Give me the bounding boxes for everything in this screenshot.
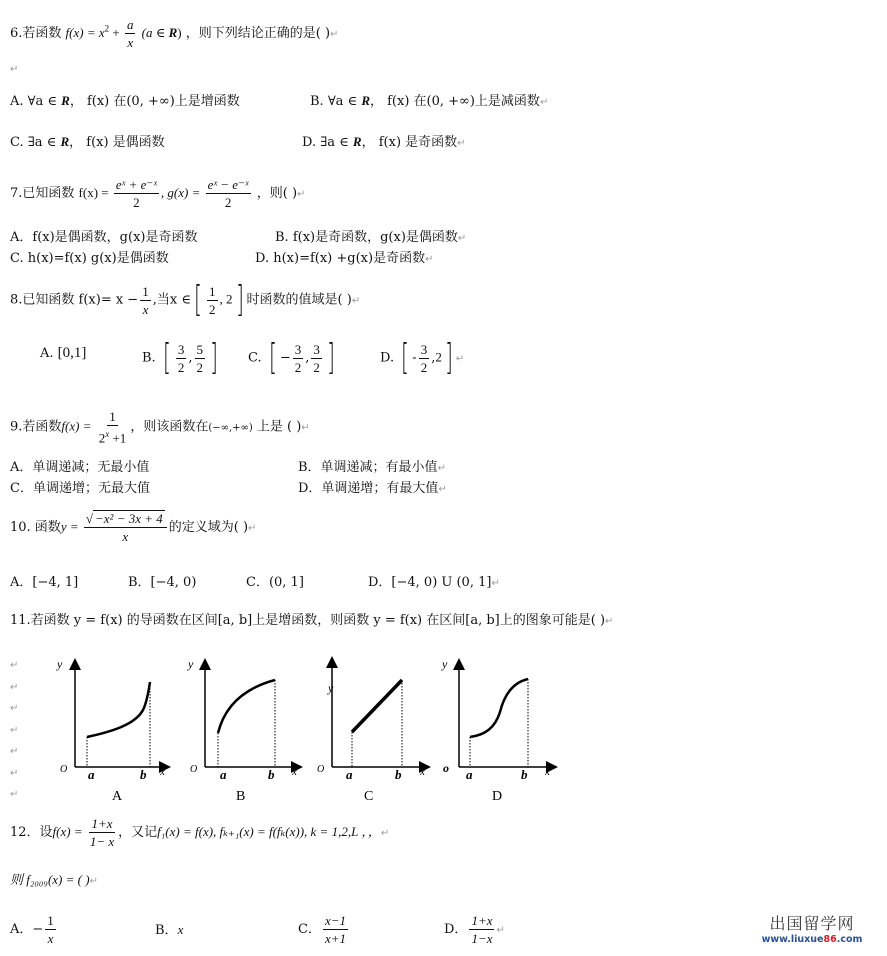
question-7-stem <box>10 176 305 211</box>
q8-suffix: 时函数的值域是( ) <box>246 292 352 308</box>
paragraph-mark-icon: ↵ <box>496 925 505 936</box>
svg-text:y: y <box>57 657 63 671</box>
q6-frac-den: x <box>127 35 134 50</box>
q8-option-a-label: A. <box>40 346 54 361</box>
q7-option-c[interactable]: C. h(x)=f(x) g(x)是偶函数 <box>10 251 169 266</box>
q8-b-frac-a <box>176 341 187 376</box>
paragraph-mark-icon: ↵ <box>330 29 339 40</box>
minus-sign: − <box>279 350 291 366</box>
q8-c-frac-a <box>293 341 304 376</box>
q7-suffix: ，则( ) <box>256 186 298 201</box>
svg-text:a: a <box>466 767 473 782</box>
q8-d-b: 2 <box>435 349 442 365</box>
paragraph-mark-icon: ↵ <box>539 97 549 108</box>
q8-option-b[interactable]: B. [ $\frac{3}{2}$ , $\frac{5}{2}$ ] <box>142 337 218 378</box>
q6-option-c-label: C. ∃a ∈ <box>10 135 61 150</box>
q6-domain-R: R <box>168 25 178 40</box>
frac-den: 2 <box>177 359 185 375</box>
q8-int-den: 2 <box>209 301 216 317</box>
frac-den: x <box>47 931 54 946</box>
q8-frac-den: x <box>142 301 149 317</box>
left-bracket: [ <box>162 337 171 378</box>
paragraph-mark-icon: ↵ <box>380 828 390 839</box>
q6-option-d-label: D. ∃a ∈ <box>302 135 353 150</box>
graph-b[interactable] <box>187 657 297 804</box>
q7-f-den: 2 <box>133 195 140 210</box>
svg-text:x: x <box>545 766 550 778</box>
q6-option-d[interactable] <box>302 134 466 152</box>
frac-den: 2 <box>294 359 302 375</box>
q8-option-c[interactable]: C. [ − $\frac{3}{2}$ , $\frac{3}{2}$ ] <box>248 337 335 378</box>
q6-option-b-R: R <box>361 93 370 108</box>
q8-d-frac-a <box>419 341 430 376</box>
q8-option-d[interactable]: D. [ - $\frac{3}{2}$ ,2] ↵ <box>380 337 465 378</box>
right-bracket: ] <box>235 279 244 320</box>
q8-frac-num: 1 <box>142 283 149 299</box>
graph-a[interactable] <box>56 657 165 804</box>
q8-option-a-value: [0,1] <box>57 345 87 361</box>
q12-option-d[interactable] <box>444 912 505 947</box>
q9-fraction <box>97 408 129 446</box>
url-part: .com <box>836 934 863 945</box>
left-bracket: [ <box>401 337 410 378</box>
q10-option-d[interactable] <box>368 575 500 592</box>
svg-text:x: x <box>160 766 165 778</box>
frac-num: x−1 <box>324 913 346 928</box>
q12-option-c[interactable] <box>298 912 350 947</box>
question-8-stem <box>10 279 361 320</box>
q8-int-num: 1 <box>209 283 216 299</box>
q12-option-c-label: C． <box>298 922 321 937</box>
q6-domain-close: ) <box>177 25 182 40</box>
q6-option-c-text: ， f(x) 是偶函数 <box>69 135 165 150</box>
q6-option-b-text: ， f(x) 在(0, +∞)上是减函数 <box>369 94 540 109</box>
q9-option-b-text: B．单调递减；有最小值 <box>298 460 438 475</box>
paragraph-mark-icon: ↵ <box>89 876 98 887</box>
q6-option-a-R: R <box>61 93 70 108</box>
q8-mid: ,当x ∈ <box>152 292 191 308</box>
q9-interval: (−∞,+∞) <box>208 422 253 434</box>
paragraph-mark-icon: ↵ <box>351 295 361 307</box>
svg-text:y: y <box>442 657 448 671</box>
graph-c[interactable] <box>317 662 425 804</box>
paragraph-mark-icon: ↵ <box>605 616 614 627</box>
q8-option-a[interactable] <box>40 345 86 362</box>
q12-mid: ，又记 <box>118 825 158 840</box>
q12-lhs: f(x) = <box>52 824 86 839</box>
q7-option-d-text: D. h(x)=f(x) +g(x)是奇函数 <box>255 251 426 266</box>
svg-text:a: a <box>88 767 95 782</box>
q11-text: 11.若函数 y = f(x) 的导函数在区间[a, b]上是增函数，则函数 y = f(x) 在区间[a, b]上的图象可能是( ) <box>10 613 606 628</box>
url-part: www.liuxue <box>761 934 824 945</box>
minus-sign: - <box>412 350 417 366</box>
q9-frac-num: 1 <box>109 409 116 424</box>
q6-formula: f(x) = x <box>65 25 105 40</box>
paragraph-mark-icon: ↵ <box>10 64 19 75</box>
q6-prefix: 6.若函数 <box>10 26 62 41</box>
svg-text:A: A <box>112 789 123 804</box>
minus-sign: − <box>32 922 44 937</box>
watermark-url <box>752 934 872 945</box>
q9-mid: ，则该函数在 <box>130 419 209 435</box>
paragraph-mark-icon: ↵ <box>425 254 434 265</box>
q6-option-d-R: R <box>352 134 362 149</box>
q9-suffix: 上是 ( ) <box>252 419 302 435</box>
frac-num: 1 <box>47 913 54 928</box>
q12-option-b-label: B． <box>155 923 178 938</box>
frac-num: 1+x <box>471 913 493 928</box>
q10-lhs: y = <box>60 519 82 534</box>
q8-option-d-label: D. <box>380 350 395 366</box>
q6-option-a-text: ， f(x) 在(0, +∞)上是增函数 <box>69 94 240 109</box>
q6-option-c-R: R <box>60 134 70 149</box>
frac-num: 3 <box>294 341 302 357</box>
paragraph-mark-icon: ↵ <box>248 523 257 534</box>
q6-suffix: ，则下列结论正确的是( ) <box>185 26 331 41</box>
q6-option-d-text: ， f(x) 是奇函数 <box>361 135 458 150</box>
svg-text:b: b <box>140 767 147 782</box>
watermark-logo <box>752 911 872 945</box>
frac-den: 2 <box>313 359 320 375</box>
svg-text:b: b <box>395 767 402 782</box>
q12-c-fraction <box>323 912 348 947</box>
q7-f-num: eˣ + e⁻ˣ <box>115 177 157 192</box>
frac-den: 1−x <box>471 931 493 946</box>
q12-frac-num: 1+x <box>91 816 113 831</box>
frac-num: 3 <box>420 341 428 357</box>
q10-suffix: 的定义域为( ) <box>168 520 249 535</box>
q8-option-b-label: B. <box>142 350 156 366</box>
q12-option-a-label: A． <box>10 922 33 937</box>
q7-g-den: 2 <box>224 195 232 210</box>
q6-option-a[interactable] <box>10 93 240 110</box>
frac-den: x+1 <box>324 931 346 946</box>
right-bracket: ] <box>210 337 218 378</box>
question-10-stem <box>10 510 256 545</box>
svg-text:o: o <box>443 761 449 775</box>
q10-option-c[interactable]: C．(0, 1] <box>246 575 304 590</box>
q12-option-b-value: x <box>177 922 184 937</box>
q8-int-fraction <box>207 283 218 318</box>
q12-option-b[interactable] <box>155 922 183 939</box>
svg-text:O: O <box>190 764 198 775</box>
q7-f-fraction <box>114 176 159 211</box>
q12-frac-den: 1− x <box>89 834 115 849</box>
q7-g-num: eˣ − e⁻ˣ <box>207 177 249 192</box>
q7-g-fraction <box>206 176 251 211</box>
q8-option-c-label: C. <box>248 350 262 366</box>
q9-lhs: f(x) = <box>61 418 95 434</box>
q10-sqrt-body: −x² − 3x + 4 <box>95 511 163 526</box>
watermark-title: 出国留学网 <box>769 914 855 933</box>
svg-text:a: a <box>220 767 227 782</box>
svg-text:b: b <box>521 767 528 782</box>
frac-num: 3 <box>313 341 320 357</box>
left-bracket: [ <box>194 279 202 320</box>
q9-option-c[interactable]: C．单调递增；无最大值 <box>10 481 150 496</box>
q7-option-b-text: B. f(x)是奇函数，g(x)是偶函数 <box>275 230 458 245</box>
q7-option-b[interactable] <box>275 230 466 247</box>
q10-option-d-text: D．[−4, 0) U (0, 1] <box>368 575 492 590</box>
q12-line2-text: 则 f₂₀₀₉(x) = ( ) <box>10 872 90 887</box>
question-11-stem <box>10 613 613 630</box>
svg-text:y: y <box>328 681 334 695</box>
q12-prefix: 12．设 <box>10 825 53 840</box>
q8-fraction <box>140 283 151 318</box>
q7-g-lhs: , g(x) = <box>160 185 204 200</box>
frac-den: 2 <box>196 359 204 375</box>
q9-den-exp: x <box>105 429 110 439</box>
q6-fraction <box>125 16 136 51</box>
frac-num: 3 <box>177 341 185 357</box>
q6-domain: (a ∈ <box>141 25 169 40</box>
svg-text:O: O <box>60 764 68 775</box>
svg-text:b: b <box>268 767 275 782</box>
q9-den-base: 2 <box>98 430 106 446</box>
q9-option-d[interactable] <box>298 481 447 498</box>
q9-option-b[interactable] <box>298 460 446 477</box>
question-9-stem <box>10 408 310 446</box>
paragraph-mark-icon: ↵ <box>297 189 306 200</box>
q12-option-a[interactable] <box>10 912 58 947</box>
paragraph-mark-icon: ↵ <box>438 484 447 495</box>
paragraph-mark-icon: ↵ <box>457 138 466 149</box>
q10-option-a[interactable]: A．[−4, 1] <box>10 575 79 590</box>
paragraph-mark-icon: ↵ <box>457 233 467 244</box>
question-12-stem <box>10 815 389 850</box>
q6-frac-num: a <box>126 17 134 32</box>
q10-prefix: 10. 函数 <box>10 520 61 535</box>
svg-text:y: y <box>188 657 194 671</box>
q8-b-frac-b <box>195 341 206 376</box>
right-bracket: ] <box>327 337 335 378</box>
q9-option-a[interactable]: A．单调递减；无最小值 <box>10 460 150 475</box>
svg-text:x: x <box>420 766 425 778</box>
url-part: 86 <box>823 934 837 945</box>
q6-option-a-label: A. ∀a ∈ <box>10 94 62 109</box>
svg-text:B: B <box>236 789 246 804</box>
q7-f-lhs: f(x) = <box>78 185 112 200</box>
q6-option-b[interactable] <box>310 93 548 111</box>
q8-c-frac-b <box>311 341 322 376</box>
paragraph-mark-icon: ↵ <box>455 353 465 365</box>
q6-option-c[interactable] <box>10 134 165 151</box>
q7-prefix: 7.已知函数 <box>10 186 75 201</box>
svg-text:O: O <box>317 764 325 775</box>
q9-den-rest: +1 <box>109 430 127 446</box>
q8-prefix: 8.已知函数 f(x)= x − <box>10 292 139 308</box>
q12-a-fraction <box>45 912 56 947</box>
q11-graphs <box>0 640 600 810</box>
svg-text:x: x <box>292 766 297 778</box>
q6-plus: + <box>109 25 123 40</box>
q8-int-right: , 2 <box>219 291 233 307</box>
left-bracket: [ <box>268 337 277 378</box>
frac-den: 2 <box>420 359 428 375</box>
q10-fraction: $\frac{\text{√ −x² − 3x + 4}}{x}$ <box>84 510 167 545</box>
svg-text:D: D <box>492 789 503 804</box>
paragraph-mark-icon: ↵ <box>301 422 310 434</box>
paragraph-mark-icon: ↵ <box>491 578 500 589</box>
right-bracket: ] <box>444 337 453 378</box>
frac-num: 5 <box>196 341 204 357</box>
q12-line2 <box>10 872 98 890</box>
question-6-stem <box>10 16 338 51</box>
svg-text:a: a <box>346 767 353 782</box>
q9-prefix: 9.若函数 <box>10 419 62 435</box>
q12-fraction <box>88 815 116 850</box>
q9-option-d-text: D．单调递增；有最大值 <box>298 481 439 496</box>
q12-d-fraction <box>469 912 494 947</box>
q12-option-d-label: D． <box>444 922 468 937</box>
q10-den: x <box>122 529 129 544</box>
q10-option-b[interactable]: B．[−4, 0) <box>128 575 197 590</box>
q6-exponent: 2 <box>104 23 110 34</box>
q12-recurrence: f₁(x) = f(x), fₖ₊₁(x) = f(fₖ(x)), k = 1,2,L ，， <box>157 824 381 839</box>
graph-d[interactable] <box>441 657 552 804</box>
svg-text:C: C <box>364 789 374 804</box>
q7-option-a[interactable]: A．f(x)是偶函数，g(x)是奇函数 <box>10 230 198 245</box>
paragraph-mark-icon: ↵ <box>437 463 446 474</box>
paragraph-marks-column: ↵ ↵ ↵ ↵ ↵ ↵ ↵ <box>10 660 19 800</box>
q6-option-b-label: B. ∀a ∈ <box>310 94 362 109</box>
q7-option-d[interactable] <box>255 251 433 268</box>
